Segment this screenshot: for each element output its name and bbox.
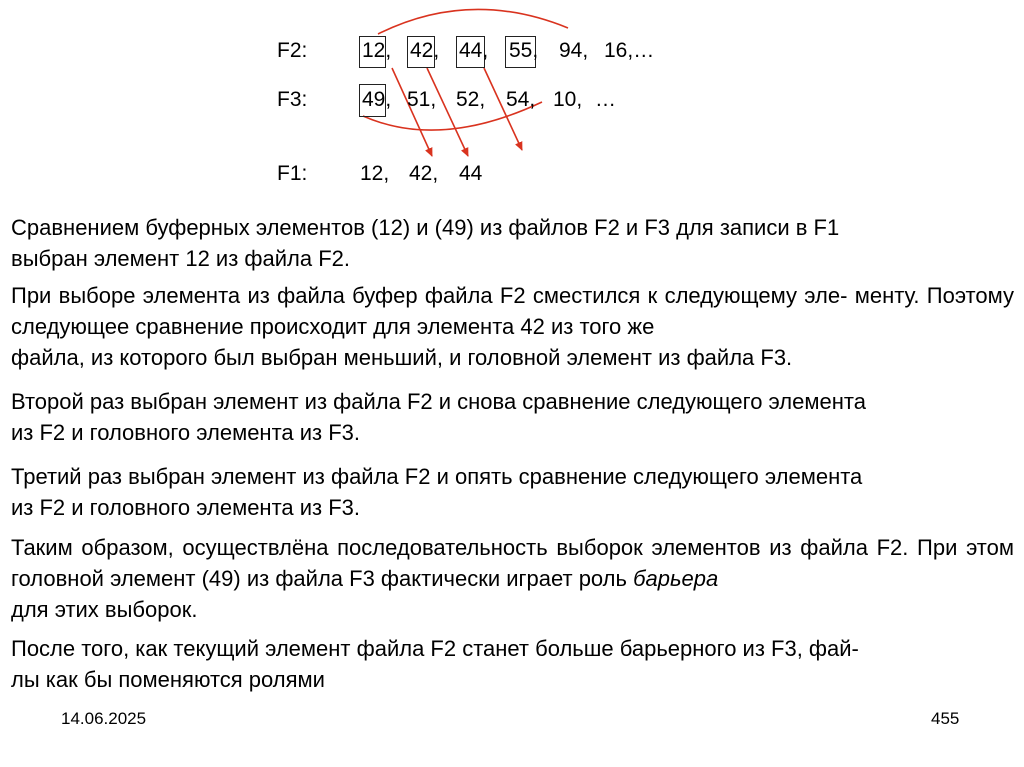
f3-item-49: 49, bbox=[362, 88, 392, 111]
paragraph-1 bbox=[11, 212, 1014, 274]
f1-label: F1: bbox=[277, 162, 308, 185]
f2-item-44: 44, bbox=[459, 39, 489, 62]
p1-line-2: выбран элемент 12 из файла F2. bbox=[11, 246, 351, 271]
f2-item-42: 42, bbox=[410, 39, 440, 62]
p5-line-1: Таким образом, осуществлёна последовательность выборок элементов из файла bbox=[11, 535, 868, 560]
p6-line-1: После того, как текущий элемент файла F2 станет больше барьерного из F3, фай- bbox=[11, 636, 859, 661]
f3-item-ellipsis: … bbox=[595, 88, 616, 111]
f2-item-16: 16,… bbox=[604, 39, 655, 62]
arrow-42-to-f1 bbox=[427, 68, 468, 156]
f2-item-55: 55, bbox=[509, 39, 539, 62]
arrow-12-to-f1 bbox=[392, 68, 432, 156]
p2-line-3: файла, из которого был выбран меньший, и головной элемент из файла F3. bbox=[11, 345, 793, 370]
f2-item-12: 12, bbox=[362, 39, 392, 62]
f3-item-52: 52, bbox=[456, 88, 486, 111]
p3-line-2: из F2 и головного элемента из F3. bbox=[11, 420, 361, 445]
f3-item-51: 51, bbox=[407, 88, 437, 111]
arc-f2-top bbox=[378, 9, 568, 34]
merge-diagram bbox=[0, 0, 1024, 200]
p2-line-1: При выборе элемента из файла буфер файла F2 сместился к следующему эле- bbox=[11, 283, 848, 308]
p4-line-2: из F2 и головного элемента из F3. bbox=[11, 495, 361, 520]
paragraph-3 bbox=[11, 386, 1014, 448]
p5-emphasis-barrier: барьера bbox=[633, 566, 719, 591]
f1-item-12: 12, bbox=[360, 162, 390, 185]
f1-item-44: 44 bbox=[459, 162, 483, 185]
f2-label: F2: bbox=[277, 39, 308, 62]
paragraph-5 bbox=[11, 532, 1014, 625]
slide-date: 14.06.2025 bbox=[61, 709, 147, 728]
p4-line-1: Третий раз выбран элемент из файла F2 и опять сравнение следующего элемента bbox=[11, 464, 863, 489]
paragraph-2 bbox=[11, 280, 1014, 373]
f3-label: F3: bbox=[277, 88, 308, 111]
slide-number: 455 bbox=[931, 709, 960, 728]
paragraph-6 bbox=[11, 633, 1014, 695]
f3-item-54: 54, bbox=[506, 88, 536, 111]
f1-item-42: 42, bbox=[409, 162, 439, 185]
p3-line-1: Второй раз выбран элемент из файла F2 и снова сравнение следующего элемента bbox=[11, 389, 866, 414]
f2-item-94: 94, bbox=[559, 39, 589, 62]
p2-line-2: менту. Поэтому следующее сравнение происходит для элемента 42 из того же bbox=[11, 283, 1014, 339]
f3-item-10: 10, bbox=[553, 88, 583, 111]
p5-line-3: для этих выборок. bbox=[11, 597, 198, 622]
p5-line-2: F2. При этом головной элемент (49) из файла F3 фактически играет роль bbox=[11, 535, 1014, 591]
p1-line-1: Сравнением буферных элементов (12) и (49) из файлов F2 и F3 для записи в F1 bbox=[11, 215, 840, 240]
p6-line-2: лы как бы поменяются ролями bbox=[11, 667, 325, 692]
paragraph-4 bbox=[11, 461, 1014, 523]
